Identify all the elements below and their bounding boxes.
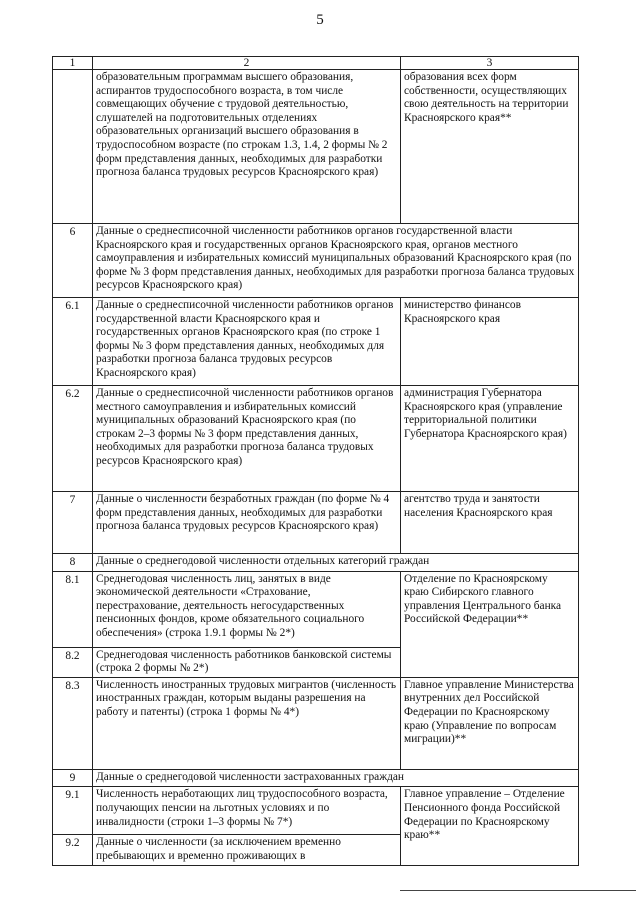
table-row — [53, 571, 579, 647]
header-cell: 2 — [93, 57, 401, 70]
row-responsible: министерство финансов Красноярского края — [401, 298, 579, 386]
row-description: Данные о среднесписочной численности работников органов государственной власти Красноярского края и государственных органов Красноярского края (по строке 1 формы № 3 форм представления данных, необходимых для разработки прогноза баланса трудовых ресурсов Красноярского края) — [93, 298, 401, 386]
row-number — [53, 70, 93, 224]
page-number: 5 — [316, 12, 324, 28]
row-description: Данные о среднегодовой численности отдельных категорий граждан — [93, 554, 579, 572]
row-number: 7 — [53, 492, 93, 554]
row-description: Данные о численности (за исключением временно пребывающих и временно проживающих в — [93, 835, 401, 865]
row-number: 6.1 — [53, 298, 93, 386]
row-number: 8.2 — [53, 647, 93, 677]
row-number: 9.2 — [53, 835, 93, 865]
row-description: образовательным программам высшего образования, аспирантов трудоспособного возраста, в том числе совмещающих обучение с трудовой деятельностью, слушателей на подготовительных отделениях образовательных организаций высшего образования в трудоспособном возрасте (по строкам 1.3, 1.4, 2 формы № 2 форм представления данных, необходимых для разработки прогноза баланса трудовых ресурсов Красноярского края) — [93, 70, 401, 224]
table-row — [53, 70, 579, 224]
row-number: 8 — [53, 554, 93, 572]
header-row — [53, 57, 579, 70]
table-row — [53, 769, 579, 787]
row-number: 9 — [53, 769, 93, 787]
row-number: 8.1 — [53, 571, 93, 647]
row-responsible: Главное управление – Отделение Пенсионного фонда Российской Федерации по Красноярскому краю** — [401, 787, 579, 865]
row-description: Данные о среднесписочной численности работников органов государственной власти Красноярского края и государственных органов Красноярского края, органов местного самоуправления и избирательных комиссий муниципальных образований Красноярского края (по форме № 3 форм представления данных, необходимых для разработки прогноза баланса трудовых ресурсов Красноярского края) — [93, 224, 579, 298]
row-description: Данные о среднегодовой численности застрахованных граждан — [93, 769, 579, 787]
row-description: Среднегодовая численность лиц, занятых в виде экономической деятельности «Страхование, перестрахование, деятельность негосударственных пенсионных фондов, кроме обязательного социального обеспечения» (строка 1.9.1 формы № 2*) — [93, 571, 401, 647]
table-row — [53, 554, 579, 572]
row-responsible: образования всех форм собственности, осуществляющих свою деятельность на территории Красноярского края** — [401, 70, 579, 224]
table-row — [53, 224, 579, 298]
row-description: Численность неработающих лиц трудоспособного возраста, получающих пенсии на льготных условиях и по инвалидности (строки 1–3 формы № 7*) — [93, 787, 401, 835]
row-responsible: Главное управление Министерства внутренних дел Российской Федерации по Красноярскому краю (Управление по вопросам миграции)** — [401, 677, 579, 769]
row-description: Данные о численности безработных граждан (по форме № 4 форм представления данных, необходимых для разработки прогноза баланса трудовых ресурсов Красноярского края) — [93, 492, 401, 554]
row-responsible: администрация Губернатора Красноярского края (управление территориальной политики Губернатора Красноярского края) — [401, 386, 579, 492]
row-description: Среднегодовая численность работников банковской системы (строка 2 формы № 2*) — [93, 647, 401, 677]
row-description: Численность иностранных трудовых мигрантов (численность иностранных граждан, которым выданы разрешения на работу и патенты) (строка 1 формы № 4*) — [93, 677, 401, 769]
table-row — [53, 386, 579, 492]
row-number: 6 — [53, 224, 93, 298]
row-responsible: Отделение по Красноярскому краю Сибирского главного управления Центрального банка Российской Федерации** — [401, 571, 579, 677]
row-number: 6.2 — [53, 386, 93, 492]
row-number: 9.1 — [53, 787, 93, 835]
table-row — [53, 677, 579, 769]
header-cell: 1 — [53, 57, 93, 70]
table-row — [53, 787, 579, 835]
header-cell: 3 — [401, 57, 579, 70]
bottom-rule — [400, 890, 636, 891]
data-table — [52, 56, 579, 866]
table-row — [53, 492, 579, 554]
table-row — [53, 298, 579, 386]
row-number: 8.3 — [53, 677, 93, 769]
row-description: Данные о среднесписочной численности работников органов местного самоуправления и избирательных комиссий муниципальных образований Красноярского края (по строкам 2–3 формы № 3 форм представления данных, необходимых для разработки прогноза баланса трудовых ресурсов Красноярского края) — [93, 386, 401, 492]
row-responsible: агентство труда и занятости населения Красноярского края — [401, 492, 579, 554]
